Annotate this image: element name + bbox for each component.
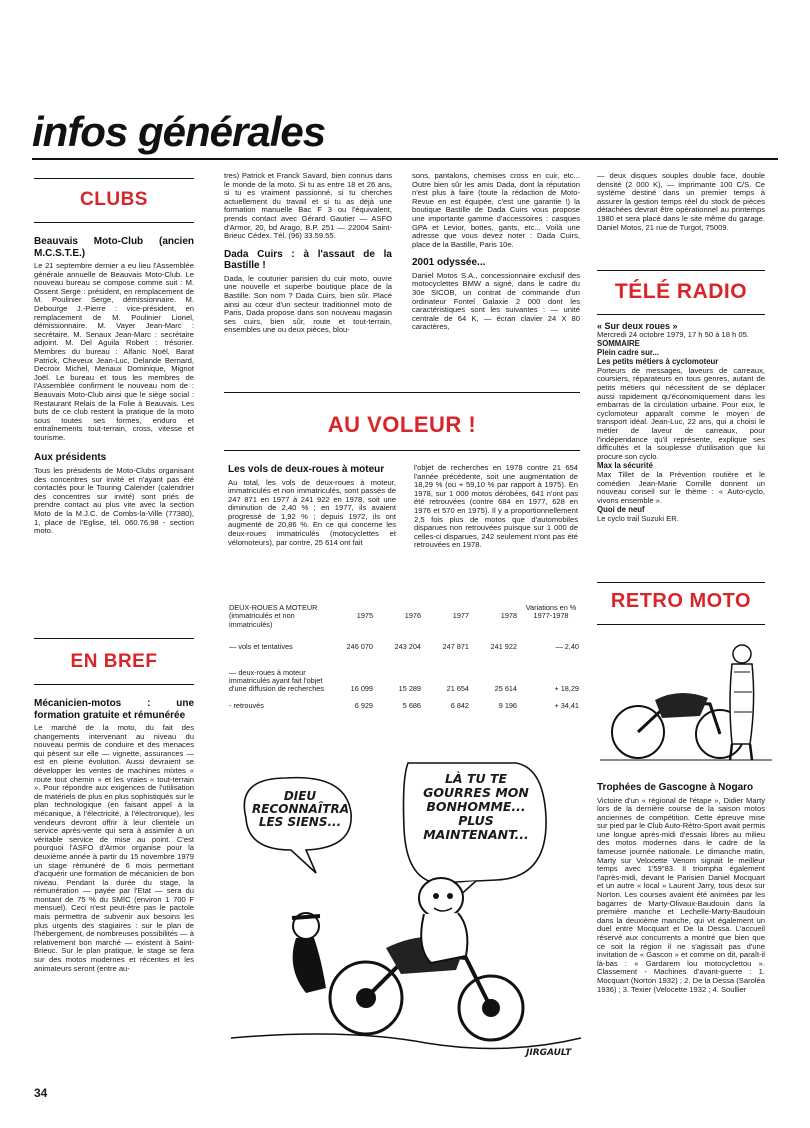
voleur-article-right: [414, 464, 578, 551]
tele-sub-2: Max la sécurité: [597, 461, 653, 471]
table-header-cell: 1977: [452, 611, 469, 620]
table-cell: 16 099: [350, 684, 373, 694]
cartoon: [226, 738, 586, 1088]
table-cell: + 18,29: [554, 684, 579, 694]
clubs-paragraph-1: Le 21 septembre dernier a eu lieu l'Assemblée générale annuelle de Beauvais Moto-Club. Le nouveau bureau se compose comme suit : M. Ossent Serge : président, en remplacement de M. Poulinier Serge, démissionnaire. M. Debourge J.-Pierre : vice-président, en remplacement de M. Poulinier Lionel, démissionnaire. M. Vayer Jean-Marc : secrétaire. M. Senaux Jean-Marc : secrétaire adjoint. M. Del Aguila Robert : trésorier. Membres du bureau : Alfanic Noël, Barat Patrick, Cheveux Jean-Luc, Delande Bernard, Decroix Michel, Meriaux Dominique, Mignot Joël. Le bureau et tous les membres de l'Assemblée confirment le nouveau nom de : Beauvais Moto-Club ainsi que le siège social : Restaurant Relais de la Folie à Beauvais. Les buts de ce club restent la pratique de la moto sous toutes ses formes, enduro et entraînements tout-terrain, cross, vitesse et tourisme.: [34, 261, 194, 442]
enbref-paragraph: Le marché de la moto, du fait des changements intervenant au niveau du nouveau permis de conduire et des menaces qui pèsent sur elle — vignette, assurances — est en pleine évolution. Aussi devraient se développer les ventes de machines mixtes « route tout chemin » et les vraies « tout-terrain ». Pour répondre aux exigences de l'utilisation de matériels de plus en plus sophistiqués sur le plan technologique (en faisant appel à la mécanique, à l'électricité, à l'électronique), les vendeurs devront offrir à leur clientèle un service après-vente qui sera à assimiler à un véritable service de mise au point. C'est pourquoi l'ASFO d'Armor organise pour la deuxième année à partir du 15 novembre 1979 un stage rémunéré de 6 mois permettant d'acquérir une formation de mécanicien de bon niveau. Pendant la durée du stage, la rémunération — payée par l'Etat — sera du montant de 75 % du SMIC (environ 1 700 F mensuel). Ceci n'est peut-être pas le pactole mais permettra de subvenir aux besoins les plus urgents des stagiaires : sur le plan de l'hébergement, de nombreuses possibilités — à relativement bon marché — existent à Saint-Brieuc. Sur le plan pratique, le stage se fera sur des motos modernes et récentes et les animateurs seront (entre au-: [34, 723, 194, 973]
tele-paragraph-2: Max Tillet de la Prévention routière et le comédien Jean-Marie Cornille donnent un nouveau conseil sur le thème : « Auto-cyclo, vivons ensemble ».: [597, 470, 765, 505]
voleur-bottom-rule: [224, 450, 580, 451]
table-row: [226, 659, 582, 694]
voleur-paragraph-1: Au total, les vols de deux-roues à moteur, immatriculés et non immatriculés, sont passés de 247 871 en 1977 à 241 922 en 1978, soit une diminution de 2,40 % ; en 1977, ils avaient progressé de 1,92 % ; depuis 1972, ils ont augmenté de 20,86 %. En ce qui concerne les deux-roues immatriculés (motocyclettes et vélomoteurs), par contre, 25 614 ont fait: [228, 477, 396, 547]
clubs-bottom-rule: [34, 222, 194, 223]
enbref-article: [34, 694, 194, 974]
tele-paragraph-1: Porteurs de messages, laveurs de carreaux, coursiers, réparateurs en tous genres, autant de petits métiers qui nécessitent de se déplacer aussi rapidement qu'économiquement dans les embarras de la circulation urbaine. Pour eux, le cyclomoteur apparaît comme le moyen de transport idéal. Jean-Luc, 22 ans, qui a choisi le métier de laveur de carreaux, pour l'indépendance qu'il représente, explique ses difficultés et la souplesse d'utilisation que lui procure son cyclo.: [597, 365, 765, 461]
tele-sommaire: SOMMAIRE: [597, 339, 640, 349]
table-cell: 6 929: [354, 700, 373, 710]
table-cell: 247 871: [442, 641, 469, 651]
daniel-motos-article: [597, 172, 765, 233]
enbref-bottom-rule: [34, 684, 194, 685]
page-number: 34: [34, 1086, 48, 1100]
tele-bottom-rule: [597, 314, 765, 315]
table-cell: 15 289: [398, 684, 421, 694]
table-cell: - retrouvés: [229, 700, 264, 710]
cartoon-bubble-right: LÀ TU TE GOURRES MON BONHOMME... PLUS MAINTENANT...: [423, 771, 529, 842]
odyssey-paragraph: Daniel Motos S.A., concessionnaire exclusif des motocyclettes BMW a signé, dans le cadre du 30e SICOB, un contrat de commande d'un ordinateur Fontel Galaxie 2 000 dont les caractéristiques sont les suivantes : — unité centrale de 64 K, — écran clavier 24 X 80 caractères,: [412, 270, 580, 332]
page-title: infos générales: [32, 108, 326, 155]
clubs-section-title: CLUBS: [80, 189, 148, 210]
tele-sub-1b: Les petits métiers à cyclomoteur: [597, 356, 719, 366]
retro-illustration: [600, 632, 772, 774]
table-cell: 246 070: [346, 641, 373, 651]
table-cell: 25 614: [494, 684, 517, 694]
table-cell: — deux-roues à moteur immatriculés ayant fait l'objet d'une diffusion de recherches: [229, 667, 324, 694]
tele-date: Mercredi 24 octobre 1979, 17 h 50 à 18 h 05.: [597, 329, 749, 339]
table-header-cell: 1976: [404, 611, 421, 620]
table-cell: — 2,40: [555, 641, 579, 651]
vol-table-wrap: [226, 604, 582, 710]
tele-paragraph-3: Le cyclo trail Suzuki ER.: [597, 514, 679, 524]
table-header-cell: Variations en % 1977-1978: [525, 603, 577, 621]
cartoon-signature: JIRGAULT: [526, 1048, 572, 1058]
table-cell: 5 686: [402, 700, 421, 710]
voleur-top-rule: [224, 392, 580, 393]
dada-heading: Dada Cuirs : à l'assaut de la Bastille !: [224, 248, 392, 272]
savard-paragraph: tres) Patrick et Franck Savard, bien connus dans le monde de la moto. Si tu as entre 18 et 26 ans, si tu es vraiment passionné, si tu cherches actuellement du travail et si tu as déjà une formation manuelle Bac F 3 ou l'équivalent, prends contact avec Gérard Gautier — ASFO d'Armor, 20, bd Arago, B.P. 251 — 22004 Saint-Brieuc Cédex. Tél. (96) 33.59.55.: [224, 171, 392, 241]
clubs-article: [34, 232, 194, 537]
retro-top-rule: [597, 582, 765, 583]
retro-section-title: RETRO MOTO: [610, 590, 752, 612]
clubs-heading-2: Aux présidents: [34, 452, 107, 464]
table-cell: 6 842: [450, 700, 469, 710]
retro-heading: Trophées de Gascogne à Nogaro: [597, 782, 754, 793]
voleur-heading: Les vols de deux-roues à moteur: [228, 464, 385, 475]
table-row: [226, 629, 582, 659]
dada-paragraph: Dada, le couturier parisien du cuir moto, ouvre une nouvelle et superbe boutique place de la Bastille. Son nom ? Dada Cuirs, bien sûr. Placé ainsi au cœur d'un secteur traditionnel moto de Paris, Dada propose dans son nouveau magasin ses cuirs, bien sûr, route et tout-terrain, ensembles une ou deux pièces, blou-: [224, 273, 392, 335]
clubs-heading-1: Beauvais Moto-Club (ancien M.C.S.T.E.): [34, 236, 194, 259]
enbref-section-title: EN BREF: [70, 651, 158, 672]
retro-article: [597, 782, 765, 995]
voleur-article-left: [228, 464, 396, 548]
cartoon-bubble-left: DIEU RECONNAÎTRA LES SIENS...: [252, 789, 349, 829]
tele-section-title: TÉLÉ RADIO: [614, 280, 748, 303]
table-cell: 9 196: [498, 700, 517, 710]
dada-odyssey-article: [412, 172, 580, 333]
tele-sub-1: Plein cadre sur...: [597, 348, 659, 358]
clubs-paragraph-2: Tous les présidents de Moto-Clubs organisant des concentres sur invité et n'ayant pas été contactés pour le Touring Calender (calendrier des concentres sur invité) sont priés de prendre contact au plus vite avec la section Moto de la M.J.C. de Combs-la-Ville (77380), 1, place de l'Eglise, tél. 060.76.98 - section moto.: [34, 465, 194, 536]
table-cell: 241 922: [490, 641, 517, 651]
table-cell: 243 204: [394, 641, 421, 651]
enbref-heading: Mécanicien-motos : une formation gratuite et rémunérée: [34, 698, 194, 721]
table-header-cell: 1975: [356, 611, 373, 620]
table-cell: + 34,41: [554, 700, 579, 710]
odyssey-heading: 2001 odyssée...: [412, 257, 486, 269]
table-row: [226, 694, 582, 710]
tele-heading: « Sur deux roues »: [597, 321, 678, 331]
daniel-motos-paragraph: — deux disques souples double face, double densité (2 000 K), — imprimante 100 C/S. Ce système destiné dans un premier temps à assurer la gestion temps réel du stock de pièces détachées devrait être opérationnel au printemps 1980 et sera placé dans le site même du garage. Daniel Motos, 21 rue de Turgot, 75009.: [597, 171, 765, 232]
retro-drawing: [600, 632, 772, 774]
tele-sub-3: Quoi de neuf: [597, 505, 645, 515]
dada-paragraph-cont: sons, pantalons, chemises cross en cuir, etc... Outre bien sûr les amis Dada, dont la réputation n'est plus à faire (toute la rédaction de Moto-Revue en est équipée, c'est une garantie !) la boutique Bastille de Dada Cuirs vous propose une importante gamme d'accessoires : casques GPA et Levior, bottes, gants, etc... Voilà une adresse que vous devez noter : Dada Cuirs, place de la Bastille, Paris 10e.: [412, 171, 580, 249]
table-header-row: [226, 604, 582, 629]
tele-article: [597, 322, 765, 525]
table-cell: 21 654: [446, 684, 469, 694]
voleur-paragraph-2: l'objet de recherches en 1978 contre 21 654 l'année précédente, soit une augmentation de 18,29 % (ou + 59,10 % par rapport à 1975). En 1978, sur 1 000 motos dérobées, 641 n'ont pas été retrouvées (contre 684 en 1977, 628 en 1976 et 570 en 1975). Il y a proportionnellement 2,5 fois plus de motos que d'automobiles disparues non retrouvées puisque sur 1 000 de celles-ci disparues, 242 seulement n'ont pas été retrouvées en 1978.: [414, 463, 578, 550]
retro-bottom-rule: [597, 624, 765, 625]
title-rule: [32, 158, 778, 160]
tele-top-rule: [597, 270, 765, 271]
table-cell: — vols et tentatives: [229, 641, 293, 651]
clubs-top-rule: [34, 178, 194, 179]
retro-paragraph: Victoire d'un « régional de l'étape », Didier Marty lors de la dernière course de la saison motos anciennes de compétition. Cette épreuve mise sur pied par le Club Auto-Rétro-Sport avait permis une longue après-midi d'essais libres au milieu des motos modernes dans le cadre de la fameuse journée nationale. Le dimanche matin, Marty sur Velocette Venom signait le meilleur temps avec 1'59"83. Il triompha également l'après-midi, devant le Parisien Daniel Mocquart et un autre « local » Laurent Jarry, tous deux sur Norton. Les courses avaient été animées par les bagarres de Marty-Olivaux-Baudouin dans la première manche et Lechelle-Marty-Baudouin dans la deuxième manche, qui vit également un duel entre Mocquart et De la Dessa. L'accueil réservé aux concurrents a montré que bien que ce soit la région il ne s'agissait pas d'une invitation de « Gascon » et comme on dit, paraît-il là-bas : « Gardarem lou motocyclettou ». Classement - Machines d'avant-guerre : 1. Mocquart (Norton 1932) ; 2. De la Dessa (Saroléa 1936) ; 3. Texier (Velocette 1932 ; 4. Soullier: [597, 795, 765, 994]
vol-table: [226, 604, 582, 710]
table-header-cell: DEUX-ROUES A MOTEUR (immatriculés et non immatriculés): [229, 603, 318, 629]
enbref-top-rule: [34, 638, 194, 639]
savard-dada-article: [224, 172, 392, 336]
table-header-cell: 1978: [500, 611, 517, 620]
voleur-section-title: AU VOLEUR !: [327, 412, 477, 437]
